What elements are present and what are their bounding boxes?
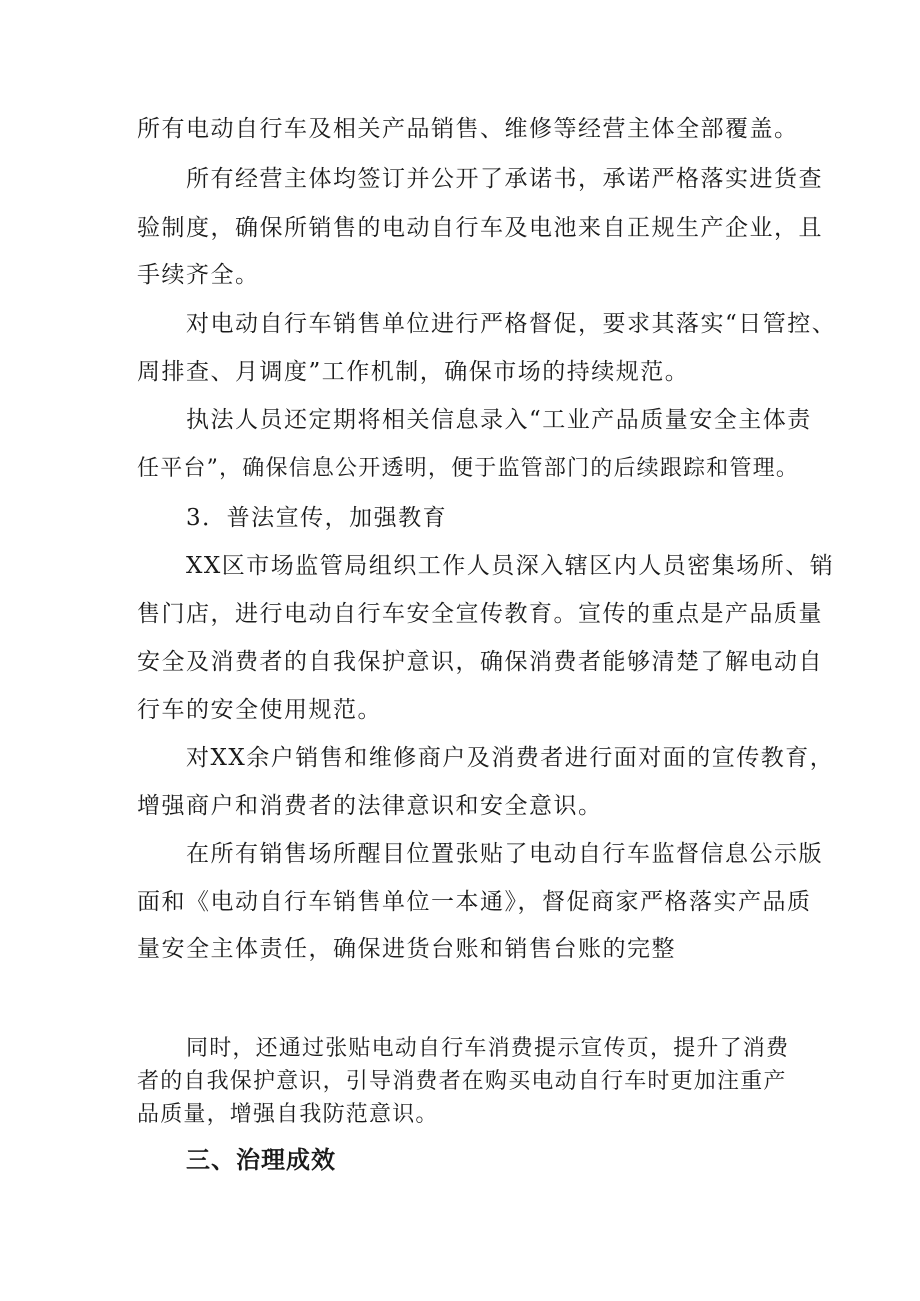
subsection-heading: 3．普法宣传，加强教育 (186, 505, 448, 531)
paragraph-line: 面和《电动自行车销售单位一本通》，督促商家严格落实产品质 (137, 889, 812, 915)
paragraph-line: 售门店，进行电动自行车安全宣传教育。宣传的重点是产品质量 (137, 601, 823, 627)
paragraph-line: 执法人员还定期将相关信息录入“工业产品质量安全主体责 (186, 407, 812, 433)
paragraph-line: 验制度，确保所销售的电动自行车及电池来自正规生产企业，且 (137, 215, 823, 241)
paragraph-line: XX区市场监管局组织工作人员深入辖区内人员密集场所、销 (186, 553, 835, 579)
paragraph-line: 增强商户和消费者的法律意识和安全意识。 (137, 793, 603, 819)
paragraph-line: 安全及消费者的自我保护意识，确保消费者能够清楚了解电动自 (137, 649, 823, 675)
paragraph-line: 者的自我保护意识，引导消费者在购买电动自行车时更加注重产 (137, 1069, 787, 1094)
paragraph-line: 手续齐全。 (137, 262, 260, 288)
paragraph-line: 对电动自行车销售单位进行严格督促，要求其落实“日管控、 (186, 311, 837, 337)
paragraph-line: 所有经营主体均签订并公开了承诺书，承诺严格落实进货查 (186, 166, 823, 192)
paragraph-line: 任平台”，确保信息公开透明，便于监管部门的后续跟踪和管理。 (137, 456, 800, 481)
section-heading: 三、治理成效 (186, 1146, 336, 1174)
paragraph-line: 对XX余户销售和维修商户及消费者进行面对面的宣传教育， (186, 745, 835, 771)
paragraph-line: 量安全主体责任，确保进货台账和销售台账的完整 (137, 936, 676, 962)
paragraph-line: 周排查、月调度”工作机制，确保市场的持续规范。 (137, 359, 690, 385)
paragraph-line: 行车的安全使用规范。 (137, 697, 382, 723)
paragraph-line: 在所有销售场所醒目位置张贴了电动自行车监督信息公示版 (186, 841, 823, 867)
paragraph-line: 同时，还通过张贴电动自行车消费提示宣传页，提升了消费 (186, 1036, 790, 1061)
paragraph-line: 所有电动自行车及相关产品销售、维修等经营主体全部覆盖。 (137, 116, 799, 142)
paragraph-line: 品质量，增强自我防范意识。 (137, 1102, 439, 1127)
